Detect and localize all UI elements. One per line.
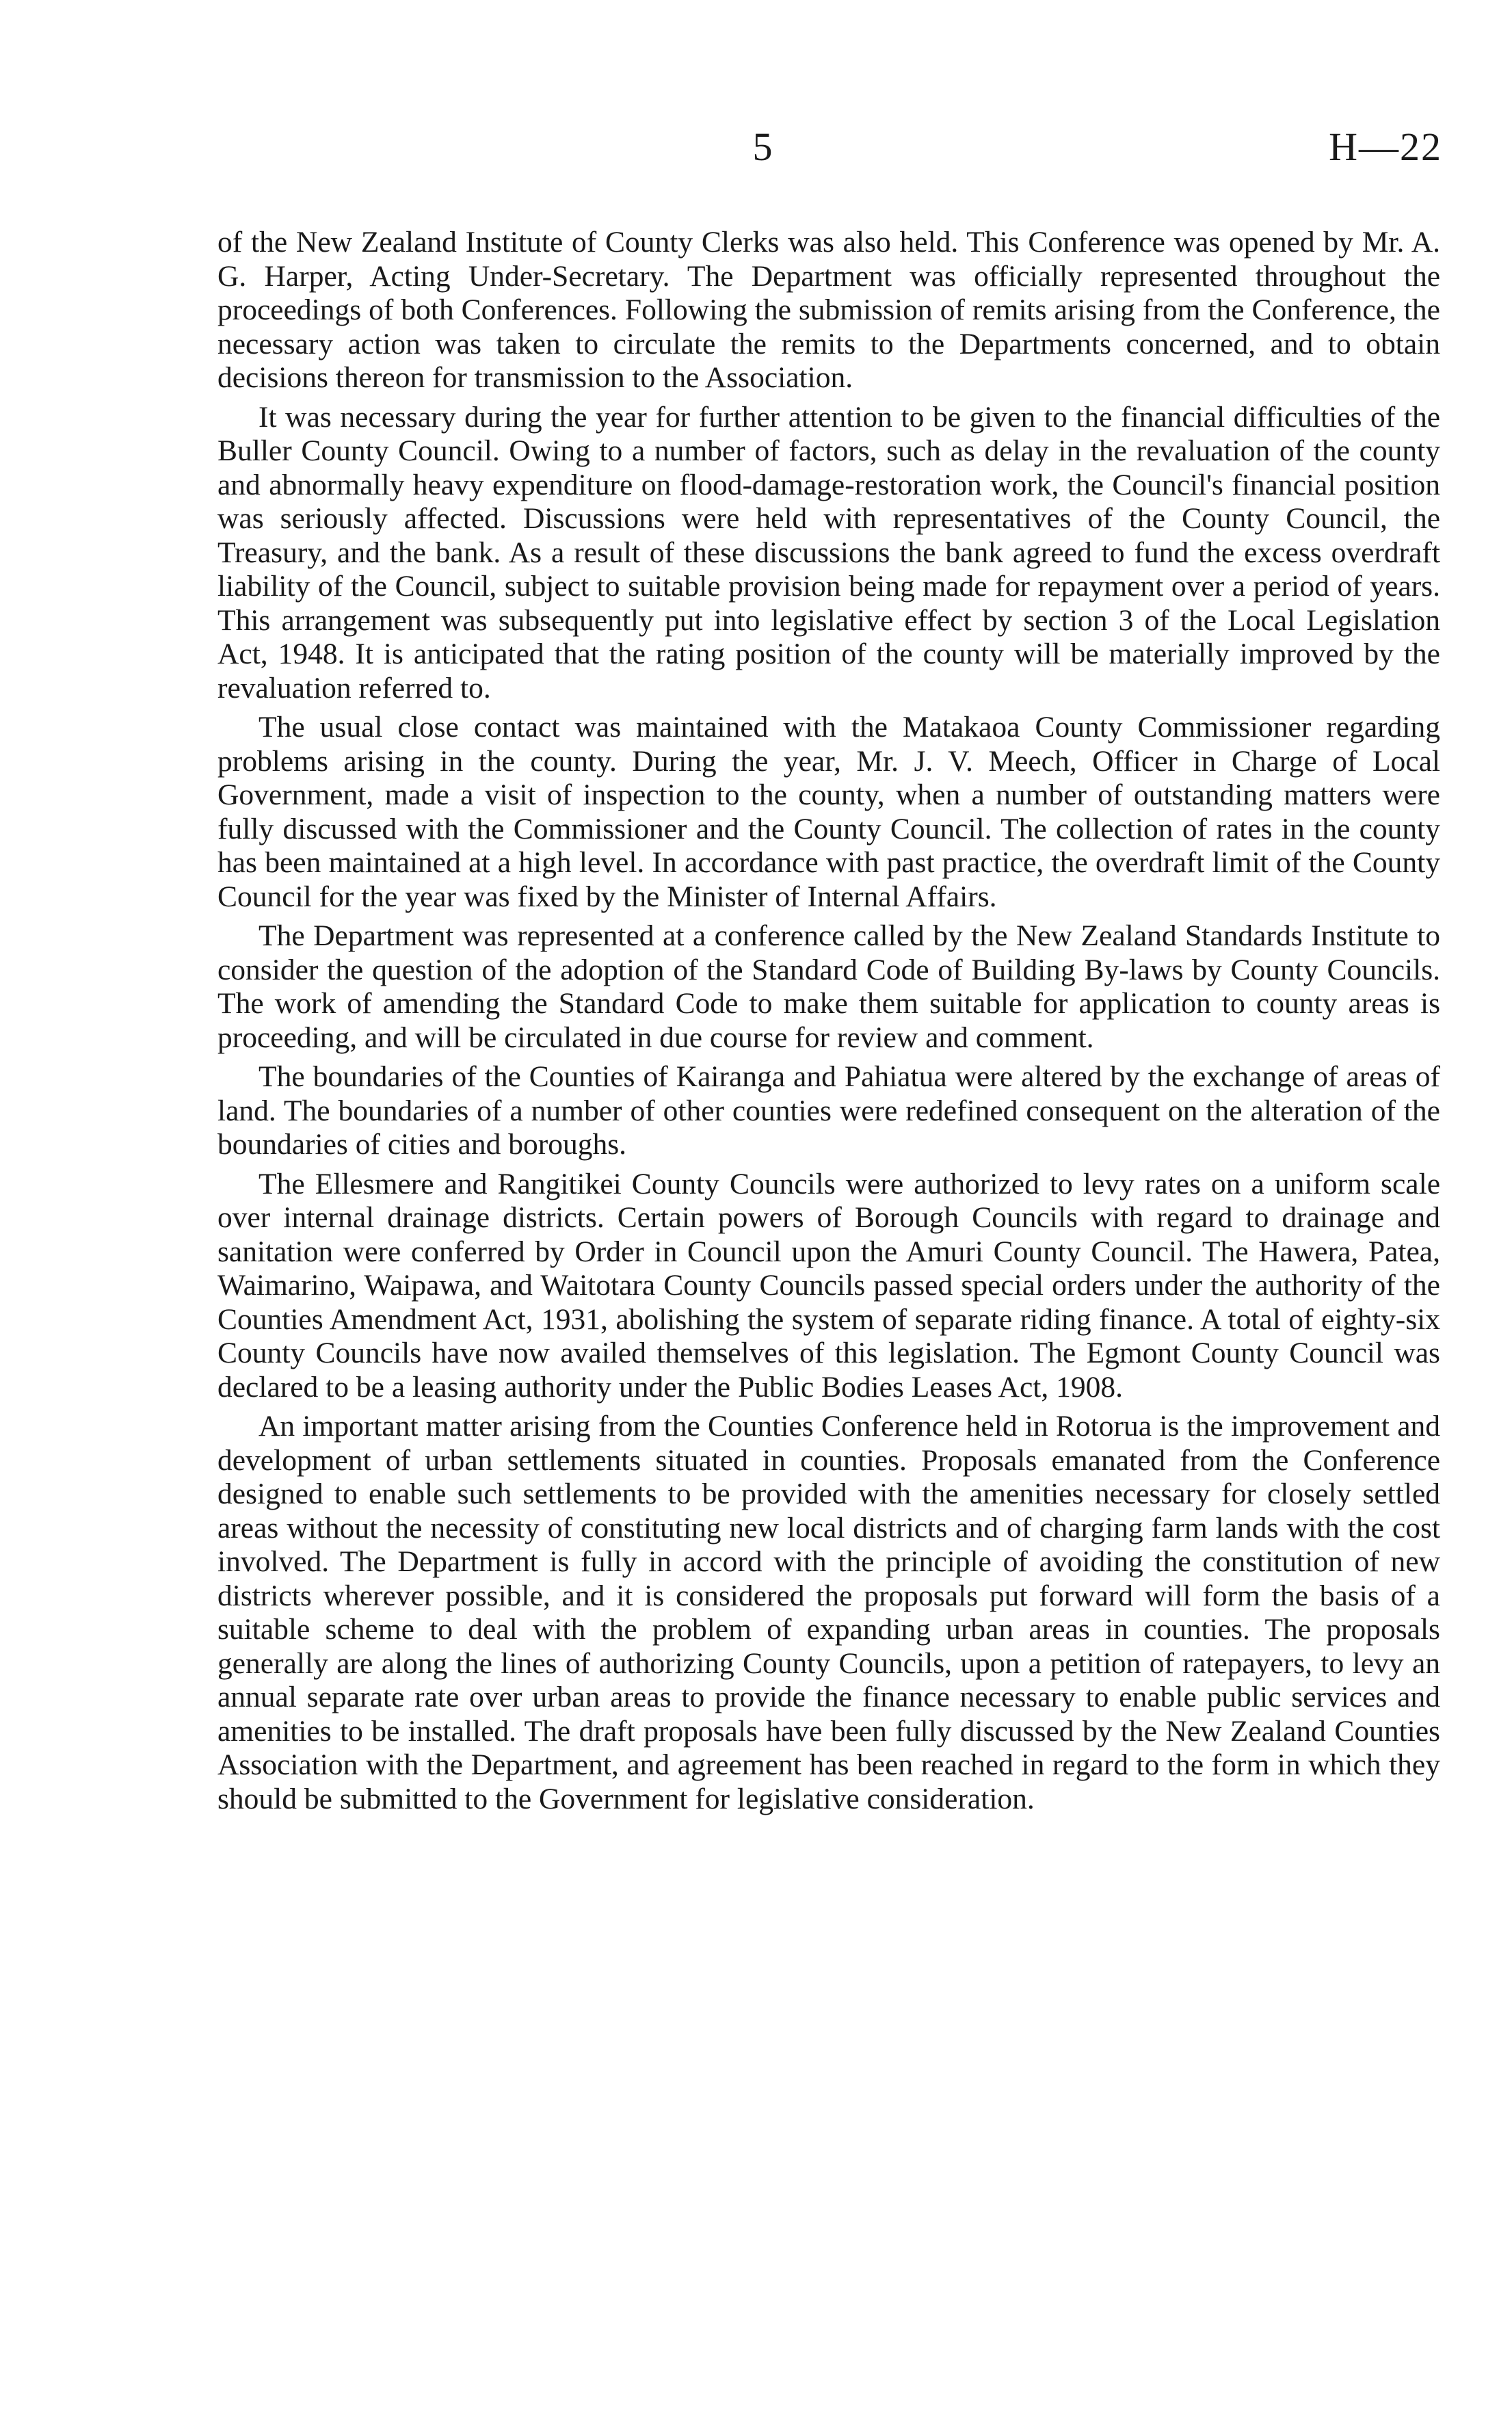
body-text bbox=[217, 226, 1440, 1822]
page-header bbox=[0, 109, 1512, 185]
paragraph-urban-settlements: An important matter arising from the Counties Conference held in Rotorua is the improvement and development of urban settlements situated in counties. Proposals emanated from the Conference designed to enable such settlements to be provided with the amenities necessary for closely settled areas without the necessity of constituting new local districts and of charging farm lands with the cost involved. The Department is fully in accord with the principle of avoiding the constitution of new districts wherever possible, and it is considered the proposals put forward will form the basis of a suitable scheme to deal with the problem of expanding urban areas in counties. The proposals generally are along the lines of authorizing County Councils, upon a petition of ratepayers, to levy an annual separate rate over urban areas to provide the finance necessary to enable public services and amenities to be installed. The draft proposals have been fully discussed by the New Zealand Counties Association with the Department, and agreement has been reached in regard to the form in which they should be submitted to the Government for legislative consideration. bbox=[217, 1410, 1440, 1815]
paragraph-drainage-and-riding-finance: The Ellesmere and Rangitikei County Councils were authorized to levy rates on a uniform scale over internal drainage districts. Certain powers of Borough Councils with regard to drainage and sanitation were conferred by Order in Council upon the Amuri County Council. The Hawera, Patea, Waimarino, Waipawa, and Waitotara County Councils passed special orders under the authority of the Counties Amendment Act, 1931, abolishing the system of separate riding finance. A total of eighty-six County Councils have now availed themselves of this legislation. The Egmont County Council was declared to be a leasing authority under the Public Bodies Leases Act, 1908. bbox=[217, 1167, 1440, 1404]
document-reference: H—22 bbox=[1329, 124, 1442, 169]
paragraph-matakaoa-county: The usual close contact was maintained with the Matakaoa County Commissioner regarding problems arising in the county. During the year, Mr. J. V. Meech, Officer in Charge of Local Government, made a visit of inspection to the county, when a number of outstanding matters were fully discussed with the Commissioner and the County Council. The collection of rates in the county has been maintained at a high level. In accordance with past practice, the overdraft limit of the County Council for the year was fixed by the Minister of Internal Affairs. bbox=[217, 711, 1440, 913]
page-number: 5 bbox=[752, 124, 773, 169]
paragraph-buller-county-finances: It was necessary during the year for further attention to be given to the financial difficulties of the Buller County Council. Owing to a number of factors, such as delay in the revaluation of the county and abnormally heavy expenditure on flood-damage-restoration work, the Council's financial position was seriously affected. Discussions were held with representatives of the County Council, the Treasury, and the bank. As a result of these discussions the bank agreed to fund the excess overdraft liability of the Council, subject to suitable provision being made for repayment over a period of years. This arrangement was subsequently put into legislative effect by section 3 of the Local Legislation Act, 1948. It is anticipated that the rating position of the county will be materially improved by the revaluation referred to. bbox=[217, 400, 1440, 705]
paragraph-county-clerks-conference: of the New Zealand Institute of County Clerks was also held. This Conference was opened by Mr. A. G. Harper, Acting Under-Secretary. The Department was officially represented throughout the proceedings of both Conferences. Following the submission of remits arising from the Conference, the necessary action was taken to circulate the remits to the Departments concerned, and to obtain decisions thereon for transmission to the Association. bbox=[217, 226, 1440, 394]
paragraph-county-boundaries: The boundaries of the Counties of Kairanga and Pahiatua were altered by the exchange of areas of land. The boundaries of a number of other counties were redefined consequent on the alteration of the boundaries of cities and boroughs. bbox=[217, 1060, 1440, 1161]
paragraph-building-bylaws: The Department was represented at a conference called by the New Zealand Standards Institute to consider the question of the adoption of the Standard Code of Building By-laws by County Councils. The work of amending the Standard Code to make them suitable for application to county areas is proceeding, and will be circulated in due course for review and comment. bbox=[217, 919, 1440, 1054]
